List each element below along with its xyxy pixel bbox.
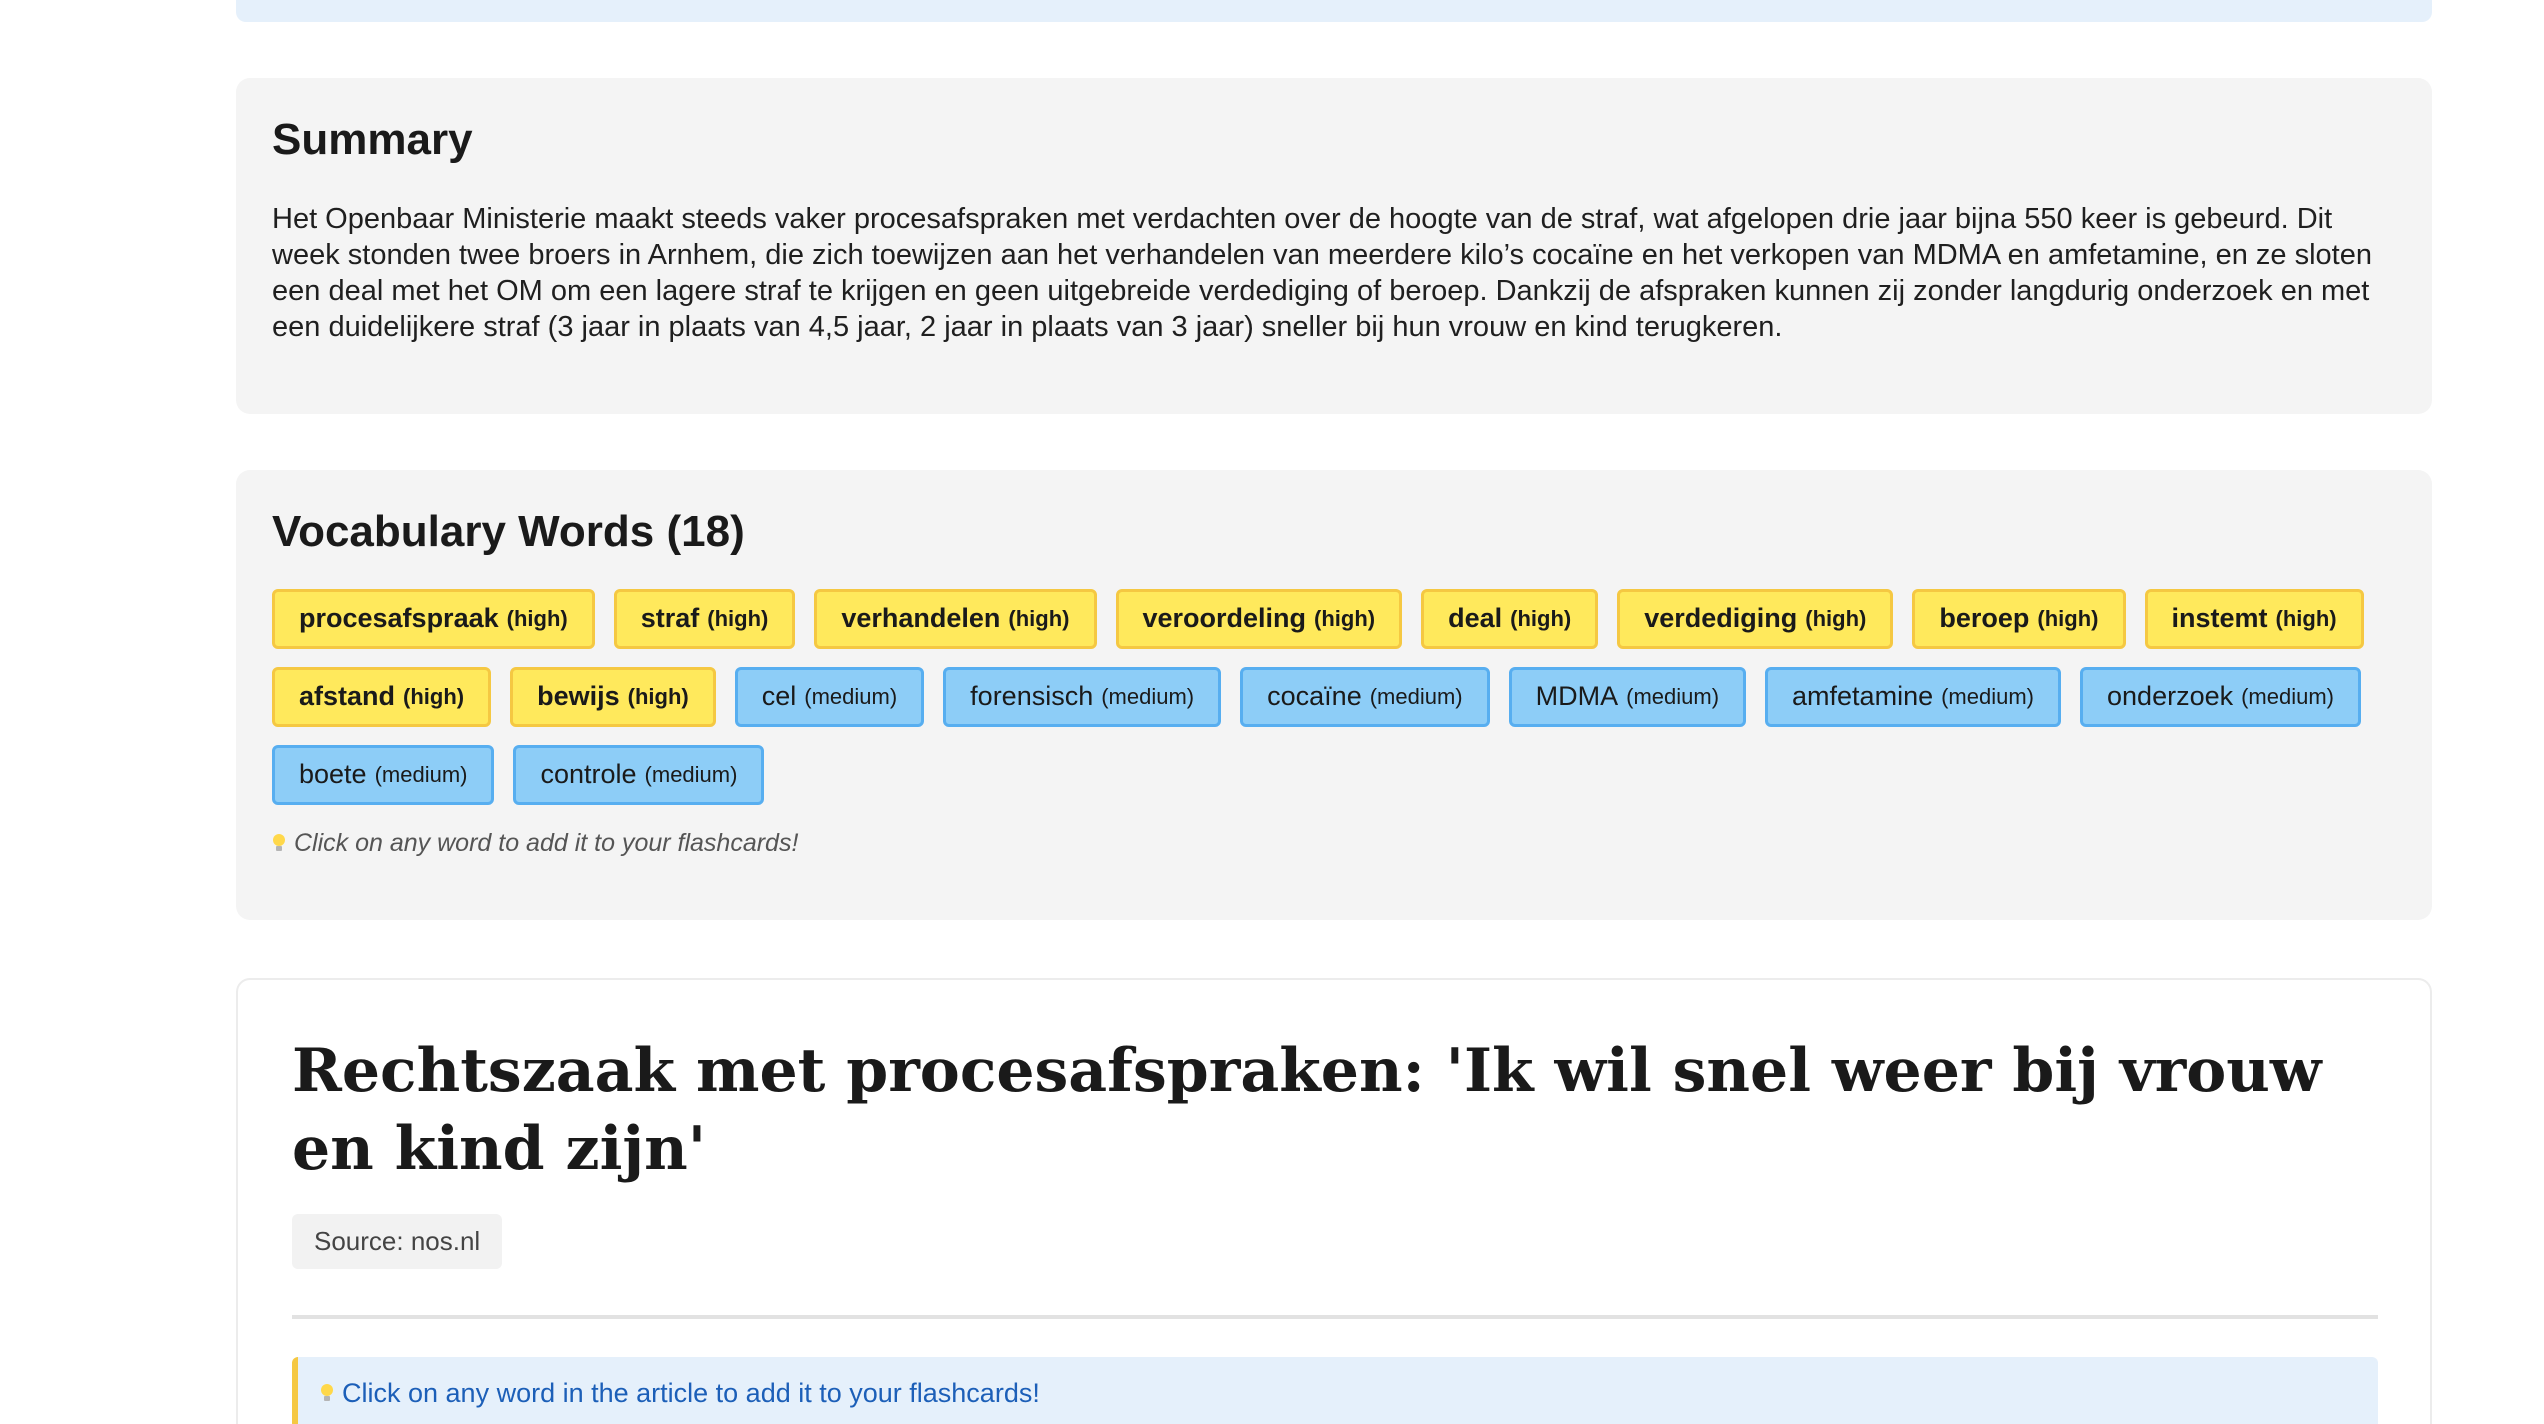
article-source-badge: Source: nos.nl [292,1214,502,1269]
vocab-chip-level: (medium) [1369,683,1463,709]
vocab-chip-onderzoek[interactable] [2080,667,2361,727]
vocab-chip-level: (medium) [1101,683,1195,709]
vocab-chip-level: (medium) [374,761,468,787]
vocab-chip-word: verhandelen [841,603,1001,634]
vocab-chip-procesafspraak[interactable] [272,589,595,649]
article-divider [292,1315,2378,1319]
vocab-chip-word: procesafspraak [299,603,499,634]
summary-card [236,78,2432,414]
vocab-chip-level: (high) [1008,605,1070,631]
vocab-chip-word: cel [761,681,797,712]
vocab-chip-word: cocaïne [1267,681,1362,712]
vocab-chip-mdma[interactable] [1509,667,1746,727]
vocab-chip-level: (medium) [644,761,738,787]
lightbulb-icon [272,834,286,852]
vocab-chip-cocaïne[interactable] [1240,667,1489,727]
vocab-chip-level: (medium) [2241,683,2335,709]
vocab-chip-word: MDMA [1535,681,1619,712]
vocab-chip-controle[interactable] [513,745,764,805]
vocabulary-chip-list [272,589,2412,805]
vocab-chip-instemt[interactable] [2145,589,2364,649]
vocab-chip-veroordeling[interactable] [1116,589,1403,649]
vocabulary-heading: Vocabulary Words (18) [272,507,745,556]
info-banner [236,0,2432,22]
vocab-chip-word: controle [540,759,637,790]
vocab-chip-level: (high) [2275,605,2337,631]
article-hint-banner [292,1357,2378,1424]
vocab-chip-word: verdediging [1644,603,1798,634]
summary-text: Het Openbaar Ministerie maakt steeds vaker procesafspraken met verdachten over de hoogte van de straf, wat afgelopen drie jaar bijna 550 keer is gebeurd. Dit week stonden twee broers in Arnhem, die zich toewijzen aan het verhandelen van meerdere kilo’s cocaïne en het verkopen van MDMA en amfetamine, en ze sloten een deal met het OM om een lagere straf te krijgen en geen uitgebreide verdediging of beroep. Dankzij de afspraken kunnen zij zonder langdurig onderzoek en met een duidelijkere straf (3 jaar in plaats van 4,5 jaar, 2 jaar in plaats van 3 jaar) sneller bij hun vrouw en kind terugkeren. [272,202,2372,343]
vocab-chip-word: bewijs [537,681,620,712]
vocab-chip-bewijs[interactable] [510,667,716,727]
vocab-chip-level: (high) [403,683,465,709]
vocab-chip-level: (medium) [1626,683,1720,709]
vocab-chip-level: (medium) [804,683,898,709]
article-title: Rechtszaak met procesafspraken: 'Ik wil snel weer bij vrouw en kind zijn' [292,1036,2322,1184]
summary-heading: Summary [272,115,473,164]
vocab-chip-word: deal [1448,603,1503,634]
vocab-chip-verhandelen[interactable] [814,589,1096,649]
vocab-chip-level: (high) [506,605,568,631]
vocab-chip-straf[interactable] [614,589,796,649]
vocab-chip-level: (high) [707,605,769,631]
vocab-chip-boete[interactable] [272,745,494,805]
vocab-chip-level: (high) [1314,605,1376,631]
vocab-chip-level: (high) [627,683,689,709]
article-card [236,978,2432,1424]
vocab-chip-level: (high) [1805,605,1867,631]
vocab-chip-forensisch[interactable] [943,667,1221,727]
vocab-chip-verdediging[interactable] [1617,589,1893,649]
vocab-chip-word: veroordeling [1142,603,1307,634]
vocab-chip-word: beroep [1939,603,2030,634]
vocab-chip-level: (high) [1510,605,1572,631]
vocab-chip-word: boete [299,759,367,790]
vocabulary-hint-text: Click on any word to add it to your flashcards! [294,828,799,857]
article-hint-text: Click on any word in the article to add it to your flashcards! [342,1377,1040,1408]
vocab-chip-word: straf [640,603,700,634]
vocab-chip-cel[interactable] [735,667,924,727]
vocab-chip-level: (medium) [1941,683,2035,709]
lightbulb-icon [320,1384,334,1402]
vocabulary-card [236,470,2432,920]
vocab-chip-amfetamine[interactable] [1765,667,2061,727]
vocab-chip-word: instemt [2171,603,2268,634]
vocab-chip-word: forensisch [970,681,1094,712]
vocab-chip-afstand[interactable] [272,667,491,727]
vocab-chip-level: (high) [2037,605,2099,631]
vocab-chip-word: afstand [299,681,396,712]
vocab-chip-word: onderzoek [2107,681,2234,712]
vocab-chip-word: amfetamine [1792,681,1934,712]
vocabulary-hint [272,829,2396,858]
vocab-chip-beroep[interactable] [1912,589,2125,649]
vocab-chip-deal[interactable] [1421,589,1598,649]
